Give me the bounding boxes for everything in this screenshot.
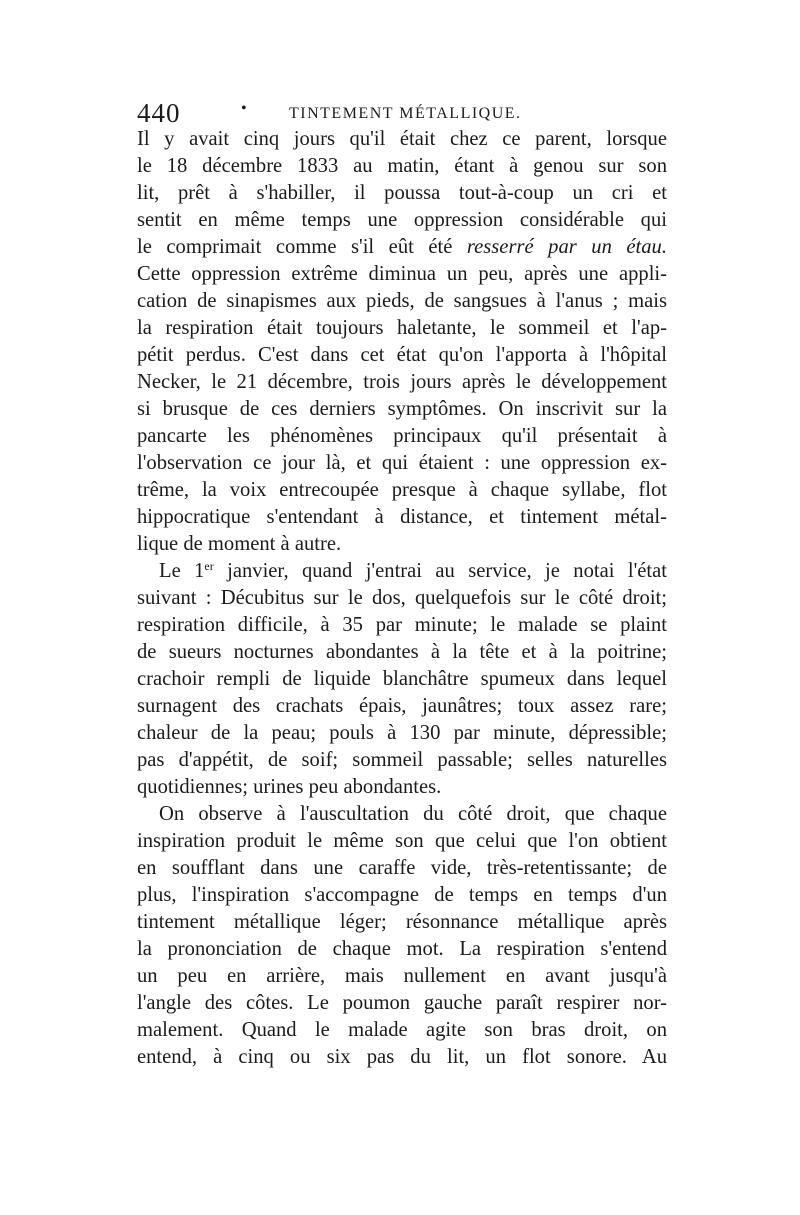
superscript: er <box>204 559 214 573</box>
text-line: malement. Quand le malade agite son bras droit, on <box>137 1019 667 1041</box>
italic-phrase: resserré par un étau. <box>466 236 667 258</box>
text-line: Il y avait cinq jours qu'il était chez ce parent, lorsque <box>137 128 667 150</box>
text-line: Cette oppression extrême diminua un peu, après une appli- <box>137 263 667 285</box>
text-line <box>137 234 667 261</box>
text-line: la respiration était toujours haletante, le sommeil et l'ap- <box>137 317 667 339</box>
text-line: l'observation ce jour là, et qui étaient : une oppression ex- <box>137 452 667 474</box>
text-line: lit, prêt à s'habiller, il poussa tout-à-coup un cri et <box>137 182 667 204</box>
line-text: janvier, quand j'entrai au service, je notai l'état <box>213 560 668 582</box>
line-text: Le 1 <box>159 560 205 582</box>
text-line: tintement métallique léger; résonnance métallique après <box>137 911 667 933</box>
running-title: TINTEMENT MÉTALLIQUE. <box>289 105 522 122</box>
text-line: entend, à cinq ou six pas du lit, un flot sonore. Au <box>137 1046 667 1068</box>
header-dot: • <box>241 100 247 117</box>
text-line: sentit en même temps une oppression considérable qui <box>137 209 667 231</box>
page-header <box>137 96 667 130</box>
text-line: cation de sinapismes aux pieds, de sangsues à l'anus ; mais <box>137 290 667 312</box>
page-number: 440 <box>137 98 181 128</box>
body-text <box>137 126 667 1071</box>
text-line: suivant : Décubitus sur le dos, quelquefois sur le côté droit; <box>137 587 667 609</box>
text-line: crachoir rempli de liquide blanchâtre spumeux dans lequel <box>137 668 667 690</box>
text-line: Necker, le 21 décembre, trois jours après le développement <box>137 371 667 393</box>
text-line: trême, la voix entrecoupée presque à chaque syllabe, flot <box>137 479 667 501</box>
text-line: pas d'appétit, de soif; sommeil passable; selles naturelles <box>137 749 667 771</box>
text-line: un peu en arrière, mais nullement en avant jusqu'à <box>137 965 667 987</box>
text-line: inspiration produit le même son que celui que l'on obtient <box>137 830 667 852</box>
text-line <box>137 558 667 585</box>
text-line: chaleur de la peau; pouls à 130 par minute, dépressible; <box>137 722 667 744</box>
text-line: On observe à l'auscultation du côté droit, que chaque <box>159 803 667 825</box>
text-line: surnagent des crachats épais, jaunâtres; toux assez rare; <box>137 695 667 717</box>
text-line: quotidiennes; urines peu abondantes. <box>137 776 442 798</box>
text-line: pancarte les phénomènes principaux qu'il présentait à <box>137 425 667 447</box>
text-line: respiration difficile, à 35 par minute; le malade se plaint <box>137 614 667 636</box>
line-text: le comprimait comme s'il eût été <box>137 236 467 258</box>
text-line: si brusque de ces derniers symptômes. On inscrivit sur la <box>137 398 667 420</box>
text-line: la prononciation de chaque mot. La respiration s'entend <box>137 938 667 960</box>
text-line: le 18 décembre 1833 au matin, étant à genou sur son <box>137 155 667 177</box>
text-line: hippocratique s'entendant à distance, et tintement métal- <box>137 506 667 528</box>
text-line: en soufflant dans une caraffe vide, très-retentissante; de <box>137 857 667 879</box>
text-line: l'angle des côtes. Le poumon gauche paraît respirer nor- <box>137 992 667 1014</box>
text-line: lique de moment à autre. <box>137 533 342 555</box>
text-line: de sueurs nocturnes abondantes à la tête et à la poitrine; <box>137 641 667 663</box>
text-line: plus, l'inspiration s'accompagne de temps en temps d'un <box>137 884 667 906</box>
text-line: pétit perdus. C'est dans cet état qu'on l'apporta à l'hôpital <box>137 344 667 366</box>
